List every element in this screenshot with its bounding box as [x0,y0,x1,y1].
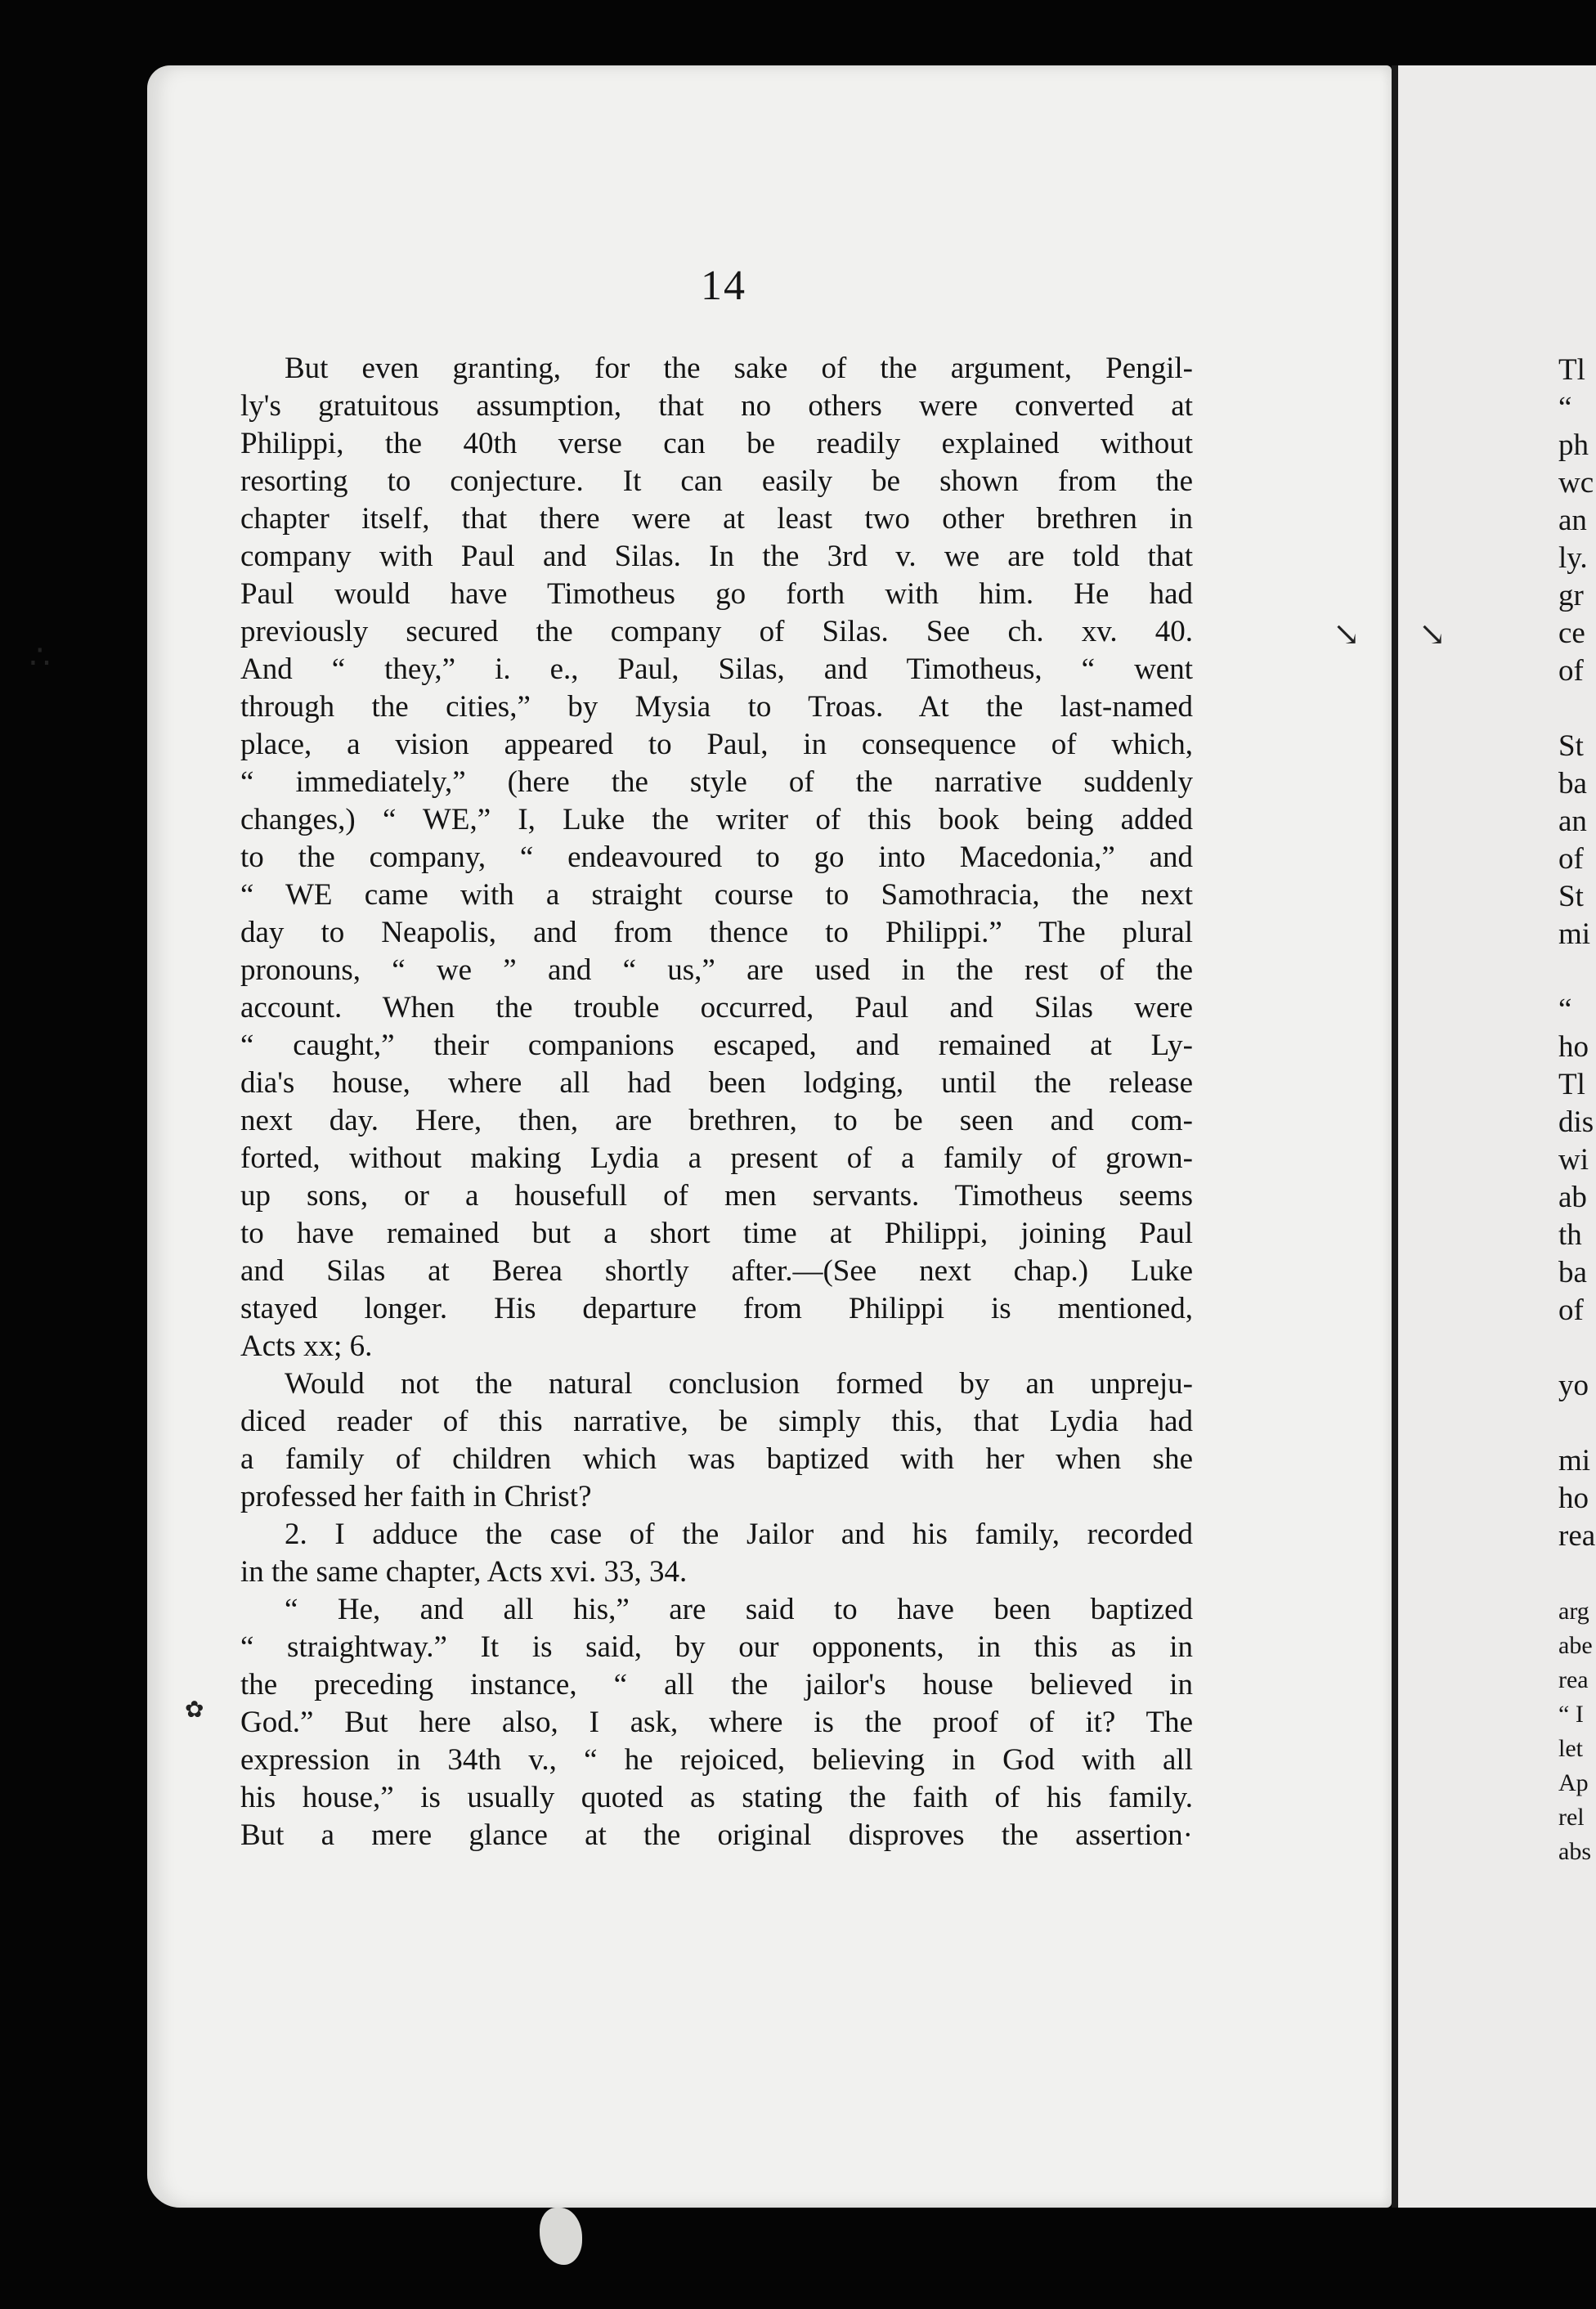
text-line: company with Paul and Silas. In the 3rd v. we are told that [240,540,1193,573]
facing-page-fragment: Tl [1558,353,1585,387]
facing-page-fragment: of [1558,1293,1584,1327]
facing-page-fragment: let [1558,1735,1583,1762]
text-line: changes,) “ WE,” I, Luke the writer of this book being added [240,803,1193,836]
text-line: “ caught,” their companions escaped, and remained at Ly- [240,1029,1193,1062]
text-line: chapter itself, that there were at least two other brethren in [240,502,1193,536]
text-line: dia's house, where all had been lodging, until the release [240,1066,1193,1100]
scan-speck-mark: ∴ [29,639,51,675]
facing-page-fragment: rea [1558,1519,1596,1553]
facing-page-fragment: yo [1558,1369,1589,1402]
text-line: “ He, and all his,” are said to have been baptized [285,1593,1193,1626]
text-line: in the same chapter, Acts xvi. 33, 34. [240,1555,688,1589]
facing-page-fragment: ho [1558,1482,1589,1515]
text-line: resorting to conjecture. It can easily be shown from the [240,464,1193,498]
scan-tick-mark: ↘ [1333,616,1361,652]
text-line: his house,” is usually quoted as stating the faith of his family. [240,1781,1193,1814]
text-line: pronouns, “ we ” and “ us,” are used in the rest of the [240,953,1193,987]
text-line: Acts xx; 6. [240,1329,373,1363]
facing-page-fragment: mi [1558,917,1591,951]
book-gutter [1392,65,1398,2208]
facing-page-fragment: th [1558,1218,1582,1252]
text-line: day to Neapolis, and from thence to Philippi.” The plural [240,916,1193,949]
text-line: diced reader of this narrative, be simply this, that Lydia had [240,1405,1193,1438]
text-line: ly's gratuitous assumption, that no others were converted at [240,389,1193,423]
facing-page-fragment: ly. [1558,541,1588,575]
facing-page-fragment: St [1558,880,1584,913]
facing-page-fragment: ab [1558,1181,1587,1214]
facing-page-fragment: an [1558,805,1587,838]
facing-page-fragment: abs [1558,1838,1591,1865]
text-line: through the cities,” by Mysia to Troas. At the last-named [240,690,1193,724]
text-line: “ WE came with a straight course to Samothracia, the next [240,878,1193,912]
page-number: 14 [701,262,746,309]
facing-page-fragment: “ [1558,391,1572,424]
facing-page-fragment: mi [1558,1444,1591,1477]
text-line: up sons, or a housefull of men servants. Timotheus seems [240,1179,1193,1213]
facing-page-fragment: Tl [1558,1068,1585,1101]
facing-page-fragment: St [1558,729,1584,763]
facing-page-fragment: ce [1558,616,1585,650]
facing-page-fragment: gr [1558,579,1584,612]
text-line: account. When the trouble occurred, Paul and Silas were [240,991,1193,1024]
text-line: But even granting, for the sake of the argument, Pengil- [285,352,1193,385]
facing-page-fragment: arg [1558,1598,1589,1625]
text-line: place, a vision appeared to Paul, in consequence of which, [240,728,1193,761]
facing-page-fragment: wc [1558,466,1594,500]
text-line: But a mere glance at the original disproves the assertion· [240,1818,1193,1852]
text-line: to the company, “ endeavoured to go into Macedonia,” and [240,841,1193,874]
facing-page-fragment: Ap [1558,1769,1589,1796]
facing-page-fragment: rel [1558,1804,1585,1831]
text-line: Would not the natural conclusion formed by an unpreju- [285,1367,1193,1401]
text-line: the preceding instance, “ all the jailor's house believed in [240,1668,1193,1701]
facing-page-fragment: dis [1558,1105,1594,1139]
facing-page-fragment: ba [1558,1256,1587,1289]
facing-page-fragment: rea [1558,1666,1589,1693]
text-line: professed her faith in Christ? [240,1480,592,1513]
text-line: to have remained but a short time at Philippi, joining Paul [240,1217,1193,1250]
text-line: God.” But here also, I ask, where is the proof of it? The [240,1706,1193,1739]
facing-page-fragment: abe [1558,1632,1593,1659]
text-line: Philippi, the 40th verse can be readily explained without [240,427,1193,460]
scan-dot-mark: ✿ [185,1697,204,1723]
text-line: a family of children which was baptized with her when she [240,1442,1193,1476]
facing-page-fragment: ba [1558,767,1587,800]
body-text [240,350,1193,1854]
text-line: And “ they,” i. e., Paul, Silas, and Timotheus, “ went [240,652,1193,686]
text-line: next day. Here, then, are brethren, to be seen and com- [240,1104,1193,1137]
facing-page-fragment: of [1558,842,1584,876]
facing-page-fragment: wi [1558,1143,1589,1177]
facing-page-fragment: “ [1558,993,1572,1026]
text-line: stayed longer. His departure from Philippi is mentioned, [240,1292,1193,1325]
facing-page-fragment: of [1558,654,1584,688]
text-line: forted, without making Lydia a present of a family of grown- [240,1141,1193,1175]
text-line: 2. I adduce the case of the Jailor and his family, recorded [285,1518,1193,1551]
text-line: previously secured the company of Silas. See ch. xv. 40. [240,615,1193,648]
text-line: “ immediately,” (here the style of the narrative suddenly [240,765,1193,799]
facing-page-fragment: an [1558,504,1587,537]
text-line: and Silas at Berea shortly after.—(See next chap.) Luke [240,1254,1193,1288]
facing-page-fragment: ph [1558,428,1589,462]
text-line: Paul would have Timotheus go forth with him. He had [240,577,1193,611]
facing-page-fragment: ho [1558,1030,1589,1064]
text-line: “ straightway.” It is said, by our opponents, in this as in [240,1630,1193,1664]
text-line: expression in 34th v., “ he rejoiced, believing in God with all [240,1743,1193,1777]
scan-tick-mark: ↘ [1419,616,1446,652]
facing-page-fragment: “ I [1558,1701,1584,1728]
